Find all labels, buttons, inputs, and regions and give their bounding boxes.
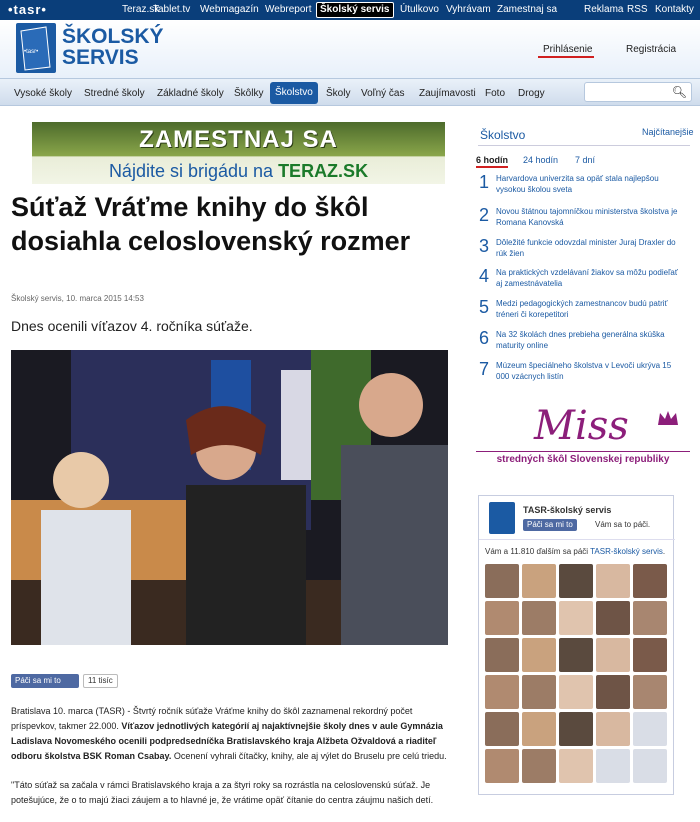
fb-fan-avatar[interactable] xyxy=(633,712,667,746)
miss-ad-banner[interactable] xyxy=(476,403,690,473)
miss-subtitle: stredných škôl Slovenskej republiky xyxy=(476,451,690,465)
toplink-webreport[interactable]: Webreport xyxy=(265,4,312,15)
fb-fan-avatar[interactable] xyxy=(559,712,593,746)
fb-fan-avatar[interactable] xyxy=(522,638,556,672)
list-item-text[interactable]: Novou štátnou tajomníčkou ministerstva školstva je Romana Kanovská xyxy=(496,207,678,227)
fb-fan-avatar[interactable] xyxy=(596,638,630,672)
register-link[interactable]: Registrácia xyxy=(626,44,677,55)
list-item[interactable] xyxy=(476,266,696,296)
list-item[interactable] xyxy=(476,205,696,235)
fb-fan-avatar[interactable] xyxy=(485,564,519,598)
sidebar-most-read-link[interactable]: Najčítanejšie xyxy=(642,127,694,137)
list-item-number: 4 xyxy=(478,266,489,286)
fb-fan-avatar[interactable] xyxy=(559,564,593,598)
search-icon[interactable]: 🔍︎ xyxy=(671,85,687,99)
login-underline xyxy=(538,56,594,58)
nav-skolstvo[interactable]: Školstvo xyxy=(270,82,318,104)
article-photo xyxy=(11,350,448,645)
crown-icon xyxy=(656,409,680,427)
article-paragraph-2: "Táto súťaž sa začala v rámci Bratislavského kraja a za štyri roky sa rozrástla na celoslovenskú súťaž. Je potešujúce, že o to majú žiaci záujem a to hlavné je, že vrátime opäť čítanie do centra záujmu našich detí. xyxy=(11,780,434,805)
fb-fan-avatar[interactable] xyxy=(596,675,630,709)
nav-stredne-skoly[interactable]: Stredné školy xyxy=(84,88,145,99)
nav-zaujimavosti[interactable]: Zaujímavosti xyxy=(419,88,476,99)
article-body xyxy=(11,704,451,822)
nav-skolky[interactable]: Škôlky xyxy=(234,88,264,99)
fb-page-name[interactable]: TASR-školský servis xyxy=(523,505,612,515)
list-item-text[interactable]: Dôležité funkcie odovzdal minister Juraj Draxler do rúk žien xyxy=(496,238,676,258)
toplink-utulkovo[interactable]: Útulkovo xyxy=(400,4,439,15)
article-like-button[interactable]: Páči sa mi to xyxy=(11,674,79,688)
nav-skoly[interactable]: Školy xyxy=(326,88,351,99)
fb-fan-avatar[interactable] xyxy=(522,601,556,635)
nav-drogy[interactable]: Drogy xyxy=(518,88,545,99)
fb-like-button[interactable]: Páči sa mi to xyxy=(523,519,577,531)
ad-banner-zamestnaj[interactable] xyxy=(32,122,445,184)
tab-24-hodin[interactable]: 24 hodín xyxy=(523,155,559,165)
article-meta: Školský servis, 10. marca 2015 14:53 xyxy=(11,294,144,303)
fb-fan-avatar[interactable] xyxy=(522,675,556,709)
fb-fan-avatar[interactable] xyxy=(596,564,630,598)
list-item-text[interactable]: Na praktických vzdelávaní žiakov sa môžu podieľať aj zamestnávatelia xyxy=(496,268,678,288)
list-item[interactable] xyxy=(476,297,696,327)
nav-zakladne-skoly[interactable]: Základné školy xyxy=(157,88,224,99)
banner-sub-text: Nájdite si brigádu na xyxy=(108,161,274,181)
list-item[interactable] xyxy=(476,236,696,266)
list-item-text[interactable]: Medzi pedagogických zamestnancov budú patriť tréneri či korepetitori xyxy=(496,299,668,319)
p1-part-a: Bratislava 10. marca (TASR) - Štvrtý ročník súťaže Vráťme knihy do škôl zaznamenal rekordný počet príspevkov, takmer 22.000. xyxy=(11,706,413,731)
fb-fan-avatar[interactable] xyxy=(633,564,667,598)
fb-fan-avatar[interactable] xyxy=(522,712,556,746)
site-logo-icon[interactable] xyxy=(16,23,56,73)
p1-part-c: Ocenení vyhrali čítačky, knihy, ale aj výlet do Bruselu pre celú triedu. xyxy=(173,751,447,761)
fb-fan-avatar[interactable] xyxy=(596,712,630,746)
toplink-kontakty[interactable]: Kontakty xyxy=(655,4,694,15)
fb-fan-avatar[interactable] xyxy=(559,638,593,672)
fb-fan-avatar[interactable] xyxy=(485,712,519,746)
tab-7-dni[interactable]: 7 dní xyxy=(575,155,596,165)
list-item-text[interactable]: Na 32 školách dnes prebieha generálna skúška maturity online xyxy=(496,330,665,350)
login-link[interactable]: Prihlásenie xyxy=(543,44,593,55)
fb-fan-avatar[interactable] xyxy=(633,638,667,672)
fb-count-text: Vám a 11.810 ďalším sa páči xyxy=(485,547,589,556)
fb-fan-avatar[interactable] xyxy=(633,749,667,783)
fb-fan-avatar[interactable] xyxy=(633,675,667,709)
tab-6-hodin[interactable]: 6 hodín xyxy=(476,155,508,168)
toplink-skolsky-servis[interactable]: Školský servis xyxy=(316,2,394,18)
nav-foto[interactable]: Foto xyxy=(485,88,506,99)
miss-title: Miss xyxy=(534,403,629,449)
fb-fan-avatar[interactable] xyxy=(596,601,630,635)
toplink-reklama[interactable]: Reklama xyxy=(584,4,624,15)
banner-headline: ZAMESTNAJ SA xyxy=(139,126,338,153)
fb-fan-avatar[interactable] xyxy=(633,601,667,635)
list-item[interactable] xyxy=(476,328,696,358)
fb-you-like: Vám sa to páči. xyxy=(595,520,651,529)
banner-brand: TERAZ.SK xyxy=(278,161,369,181)
article-lead: Dnes ocenili víťazov 4. ročníka súťaže. xyxy=(11,318,253,334)
fb-fan-avatar[interactable] xyxy=(559,675,593,709)
list-item-number: 6 xyxy=(478,328,489,348)
toplink-zamestnaj[interactable]: Zamestnaj sa xyxy=(497,4,558,15)
facebook-like-box xyxy=(478,495,674,795)
toplink-rss[interactable]: RSS xyxy=(627,4,648,15)
search-input[interactable] xyxy=(584,82,692,102)
fb-page-avatar[interactable] xyxy=(489,502,515,534)
fb-count-suffix: . xyxy=(662,547,666,556)
fb-divider xyxy=(479,539,675,540)
fb-fan-avatar[interactable] xyxy=(559,601,593,635)
top-bar xyxy=(0,0,700,20)
fb-fan-avatar[interactable] xyxy=(522,749,556,783)
list-item-number: 5 xyxy=(478,297,489,317)
article-like-count: 11 tisíc xyxy=(83,674,118,688)
toplink-tablet[interactable]: Tablet.tv xyxy=(153,4,191,15)
fb-fan-avatar[interactable] xyxy=(596,749,630,783)
logo-small-text: •tasr• xyxy=(24,49,39,55)
article-title: Súťaž Vráťme knihy do škôl dosiahla celoslovenský rozmer xyxy=(11,192,411,256)
fb-count-link[interactable]: TASR-školský servis xyxy=(590,547,663,556)
toplink-webmagazin[interactable]: Webmagazín xyxy=(200,4,259,15)
sidebar-title: Školstvo xyxy=(480,128,526,142)
tasr-logo[interactable]: •tasr• xyxy=(8,2,47,17)
logo-line1: ŠKOLSKÝ xyxy=(62,25,164,48)
site-header xyxy=(0,20,700,78)
toplink-teraz[interactable]: Teraz.sk xyxy=(122,4,160,15)
fb-fan-avatar[interactable] xyxy=(485,749,519,783)
nav-volny-cas[interactable]: Voľný čas xyxy=(361,88,405,99)
list-item-number: 3 xyxy=(478,236,489,256)
list-item[interactable] xyxy=(476,172,696,202)
p1-part-b: Víťazov jednotlivých kategórií aj najaktívnejšie školy dnes v aule Gymnázia Ladislava Novomeského ocenili podpredsedníčka Bratislavského kraja Alžbeta Ožvaldová a riaditeľ odboru školstva BSK Roman Csabay. xyxy=(11,721,443,761)
article-paragraph-1 xyxy=(11,704,451,764)
list-item[interactable] xyxy=(476,359,696,389)
list-item-text[interactable]: Harvardova univerzita sa opäť stala najlepšou vysokou školou sveta xyxy=(496,174,659,194)
site-logo-text[interactable] xyxy=(62,26,164,68)
fb-fan-avatar[interactable] xyxy=(485,638,519,672)
nav-vysoke-skoly[interactable]: Vysoké školy xyxy=(14,88,72,99)
list-item-text[interactable]: Múzeum špeciálneho školstva v Levoči ukrýva 15 000 vzácnych listín xyxy=(496,361,672,381)
logo-line2: SERVIS xyxy=(62,46,139,69)
sidebar-divider xyxy=(478,145,690,146)
fb-fan-avatar[interactable] xyxy=(485,601,519,635)
list-item-number: 1 xyxy=(478,172,489,192)
fb-fan-avatar[interactable] xyxy=(485,675,519,709)
banner-subline xyxy=(32,161,445,182)
toplink-vyhravam[interactable]: Vyhrávam xyxy=(446,4,491,15)
list-item-number: 7 xyxy=(478,359,489,379)
fb-like-count xyxy=(485,547,665,556)
fb-fan-avatar[interactable] xyxy=(522,564,556,598)
fb-fan-avatar[interactable] xyxy=(559,749,593,783)
list-item-number: 2 xyxy=(478,205,489,225)
